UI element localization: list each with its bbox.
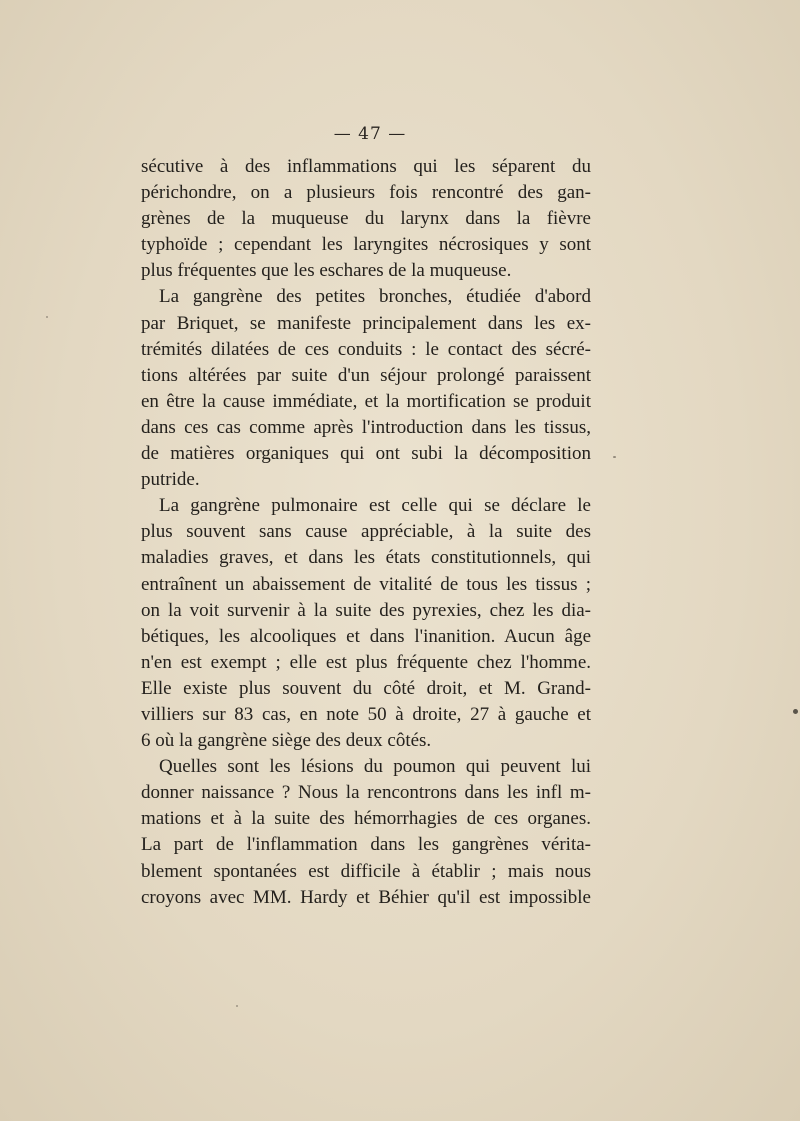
paragraph-first-line: La gangrène des petites bronches, étudiée d'abord (159, 286, 591, 308)
text-line: trémités dilatées de ces conduits : le contact des sécré- (141, 338, 591, 360)
body-text (141, 154, 591, 911)
paragraph-first-line: La gangrène pulmonaire est celle qui se déclare le (159, 495, 591, 517)
text-line: plus souvent sans cause appréciable, à la suite des (141, 521, 591, 543)
text-line: villiers sur 83 cas, en note 50 à droite, 27 à gauche et (141, 703, 591, 725)
paper-speck (46, 316, 48, 318)
text-line: par Briquet, se manifeste principalement dans les ex- (141, 312, 591, 334)
text-line: n'en est exempt ; elle est plus fréquente chez l'homme. (141, 651, 591, 673)
text-line: maladies graves, et dans les états constitutionnels, qui (141, 547, 591, 569)
text-line: putride. (141, 469, 200, 491)
text-line: La part de l'inflammation dans les gangrènes vérita- (141, 834, 591, 856)
text-line: typhoïde ; cependant les laryngites nécrosiques y sont (141, 234, 591, 256)
text-line: dans ces cas comme après l'introduction dans les tissus, (141, 416, 591, 438)
paper-speck (793, 709, 798, 714)
text-line: on la voit survenir à la suite des pyrexies, chez les dia- (141, 599, 591, 621)
text-line: mations et à la suite des hémorrhagies de ces organes. (141, 808, 591, 830)
text-line: Elle existe plus souvent du côté droit, et M. Grand- (141, 677, 591, 699)
text-line: plus fréquentes que les eschares de la muqueuse. (141, 260, 512, 282)
text-line: croyons avec MM. Hardy et Béhier qu'il est impossible (141, 886, 591, 908)
text-line: bétiques, les alcooliques et dans l'inanition. Aucun âge (141, 625, 591, 647)
text-line: de matières organiques qui ont subi la décomposition (141, 443, 591, 465)
text-line: tions altérées par suite d'un séjour prolongé paraissent (141, 364, 591, 386)
text-line: en être la cause immédiate, et la mortification se produit (141, 390, 591, 412)
text-line: donner naissance ? Nous la rencontrons dans les infl m- (141, 782, 591, 804)
text-line: grènes de la muqueuse du larynx dans la fièvre (141, 208, 591, 230)
text-line: 6 où la gangrène siège des deux côtés. (141, 730, 432, 752)
text-line: périchondre, on a plusieurs fois rencontré des gan- (141, 182, 591, 204)
paper-speck (613, 456, 616, 458)
text-line: entraînent un abaissement de vitalité de tous les tissus ; (141, 573, 591, 595)
paragraph-first-line: Quelles sont les lésions du poumon qui peuvent lui (159, 756, 591, 778)
paper-speck (236, 1005, 238, 1007)
text-line: blement spontanées est difficile à établir ; mais nous (141, 860, 591, 882)
text-line: sécutive à des inflammations qui les séparent du (141, 156, 591, 177)
page-number: — 47 — (333, 124, 407, 144)
